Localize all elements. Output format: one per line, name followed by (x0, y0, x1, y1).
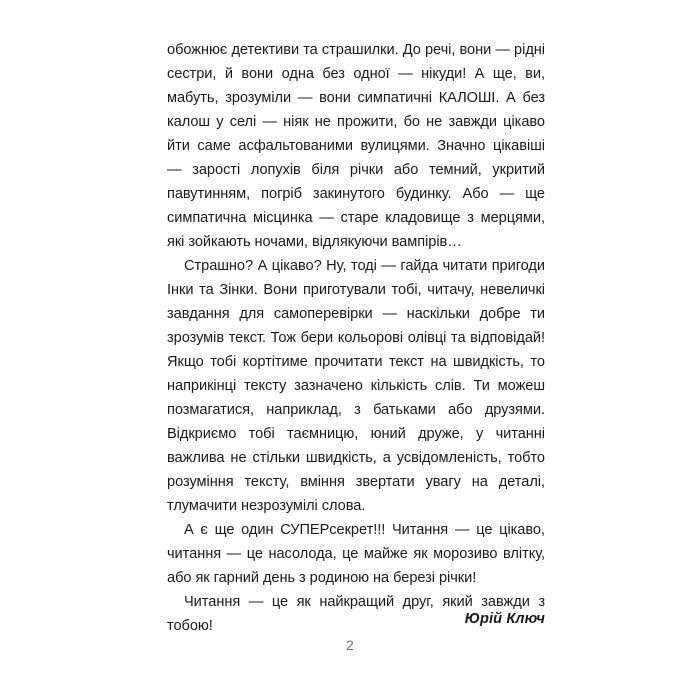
body-paragraph-4: Читання — це як найкращий друг, який завжди з тобою! (167, 594, 545, 634)
body-text-column (167, 38, 545, 638)
body-paragraph-3: А є ще один СУПЕРсекрет!!! Читання — це цікаво, читання — це насолода, це майже як морозиво влітку, або як гарний день з родиною на березі річки! (167, 522, 545, 586)
author-signature: Юрій Ключ (464, 611, 545, 627)
body-paragraph-2: Страшно? А цікаво? Ну, тоді — гайда читати пригоди Інки та Зінки. Вони приготували тобі, читачу, невеличкі завдання для самоперевірки — наскільки добре ти зрозумів текст. Тож бери кольорові олівці та відповідай! Якщо тобі кортітиме прочитати текст на швидкість, то наприкінці тексту зазначено кількість слів. Ти можеш позмагатися, наприклад, з батьками або друзями. Відкриємо тобі таємницю, юний друже, у читанні важлива не стільки швидкість, а усвідомленість, тобто розуміння тексту, вміння звертати увагу на деталі, тлумачити незрозумілі слова. (167, 258, 545, 514)
body-paragraph-1: обожнює детективи та страшилки. До речі, вони — рідні сестри, й вони одна без одної — нікуди! А ще, ви, мабуть, зрозуміли — вони симпатичні КАЛОШІ. А без калош у селі — ніяк не прожити, бо не завжди цікаво йти саме асфальтованими вулицями. Значно цікавіші — зарості лопухів біля річки або темний, укритий павутинням, погріб закинутого будинку. Або — ще симпатична місцинка — старе кладовище з мерцями, які зойкають ночами, відлякуючи вампірів… (167, 42, 545, 250)
page-number: 2 (346, 637, 354, 653)
